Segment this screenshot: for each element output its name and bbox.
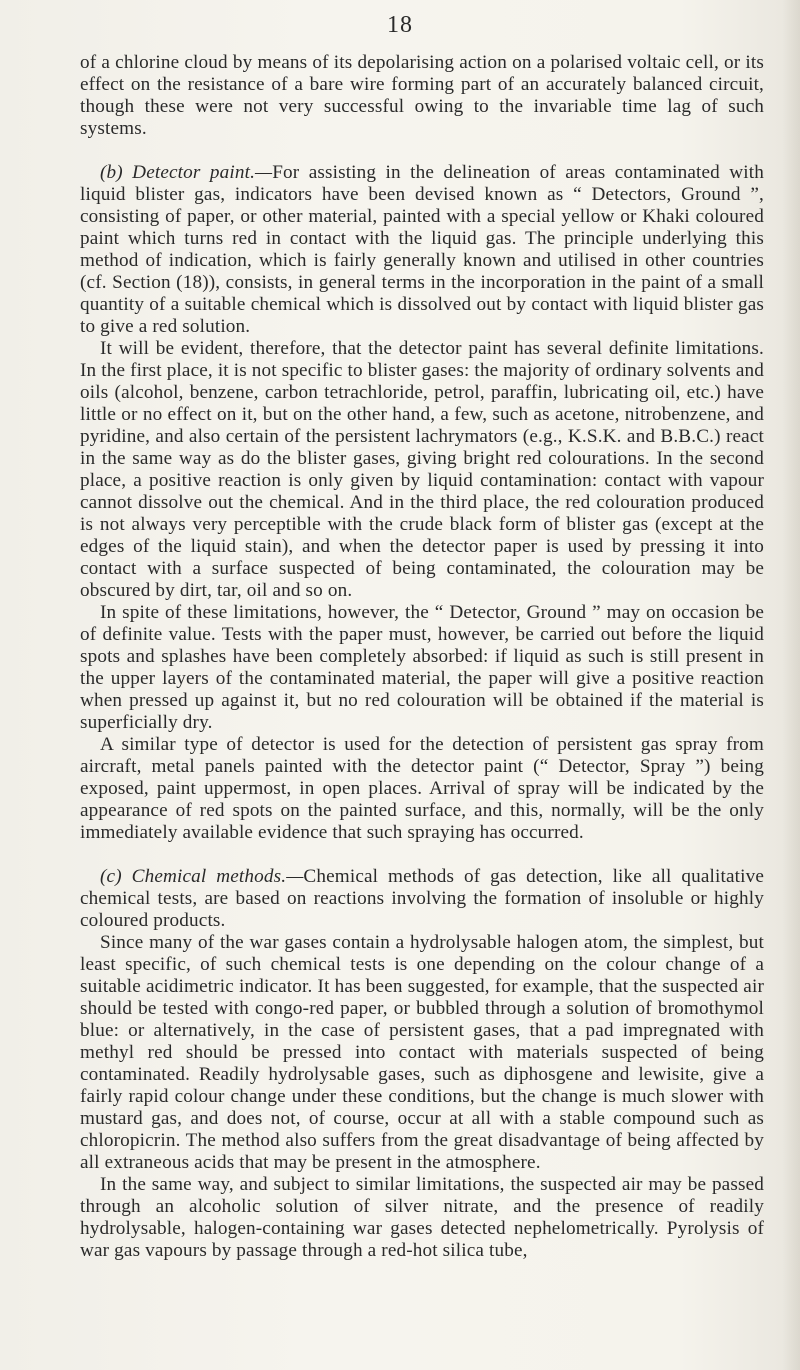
paragraph-2	[80, 162, 764, 338]
paragraph-4	[80, 602, 764, 734]
body-text	[80, 52, 764, 1262]
paragraph-3	[80, 338, 764, 602]
paragraph-3-text: It will be evident, therefore, that the detector paint has several definite limitations. In the first place, it is not specific to blister gases: the majority of ordinary solvents and oils (alcohol, benzene, carbon tetrachloride, petrol, paraffin, lubricating oil, etc.) have little or no effect on it, but on the other hand, a few, such as acetone, nitrobenzene, and pyridine, and also certain of the persistent lachrymators (e.g., K.S.K. and B.B.C.) react in the same way as do the blister gases, giving bright red colourations. In the second place, a positive reaction is only given by liquid contamination: contact with vapour cannot dissolve out the chemical. And in the third place, the red colouration produced is not always very perceptible with the crude black form of blister gas (except at the edges of the liquid stain), and when the detector paper is used by pressing it into contact with a surface suspected of being contaminated, the colouration may be obscured by dirt, tar, oil and so on.	[80, 338, 764, 601]
paragraph-4-text: In spite of these limitations, however, the “ Detector, Ground ” may on occasion be of definite value. Tests with the paper must, however, be carried out before the liquid spots and splashes have been completely absorbed: if liquid as such is still present in the upper layers of the contaminated material, the paper will give a positive reaction when pressed up against it, but no red colouration will be obtained if the material is superficially dry.	[80, 602, 764, 733]
paragraph-6	[80, 866, 764, 932]
page-number: 18	[387, 12, 413, 38]
paragraph-5	[80, 734, 764, 844]
detector-paint-heading: (b) Detector paint.—	[100, 162, 273, 183]
page-edge-shadow	[782, 0, 800, 1370]
paragraph-5-text: A similar type of detector is used for the detection of persistent gas spray from aircraft, metal panels painted with the detector paint (“ Detector, Spray ”) being exposed, paint uppermost, in open places. Arrival of spray will be indicated by the appearance of red spots on the painted surface, and this, normally, will be the only immediately available evidence that such spraying has occurred.	[80, 734, 764, 843]
chemical-methods-heading: (c) Chemical methods.—	[100, 866, 304, 887]
paragraph-8	[80, 1174, 764, 1262]
paragraph-2-text: For assisting in the delineation of areas contaminated with liquid blister gas, indicators have been devised known as “ Detectors, Ground ”, consisting of paper, or other material, painted with a special yellow or Khaki coloured paint which turns red in contact with the liquid gas. The principle underlying this method of indication, which is fairly generally known and utilised in other countries (cf. Section (18)), consists, in general terms in the incorporation in the paint of a small quantity of a suitable chemical which is dissolved out by contact with liquid blister gas to give a red solution.	[80, 162, 764, 337]
paragraph-8-text: In the same way, and subject to similar limitations, the suspected air may be passed through an alcoholic solution of silver nitrate, and the presence of readily hydrolysable, halogen-containing war gases detected nephelometrically. Pyrolysis of war gas vapours by passage through a red-hot silica tube,	[80, 1174, 764, 1261]
paragraph-7-text: Since many of the war gases contain a hydrolysable halogen atom, the simplest, but least specific, of such chemical tests is one depending on the colour change of a suitable acidimetric indicator. It has been suggested, for example, that the suspected air should be tested with congo-red paper, or bubbled through a solution of bromothymol blue: or alternatively, in the case of persistent gases, that a pad impregnated with methyl red should be pressed into contact with materials suspected of being contaminated. Readily hydrolysable gases, such as diphosgene and lewisite, give a fairly rapid colour change under these conditions, but the change is much slower with mustard gas, and does not, of course, occur at all with a stable compound such as chloropicrin. The method also suffers from the great disadvantage of being affected by all extraneous acids that may be present in the atmosphere.	[80, 932, 764, 1173]
paragraph-6-text: Chemical methods of gas detection, like all qualitative chemical tests, are based on reactions involving the formation of insoluble or highly coloured products.	[80, 866, 764, 931]
paragraph-7	[80, 932, 764, 1174]
paragraph-1	[80, 52, 764, 140]
paragraph-1-text: of a chlorine cloud by means of its depolarising action on a polarised voltaic cell, or its effect on the resistance of a bare wire forming part of an accurately balanced circuit, though these were not very successful owing to the invariable time lag of such systems.	[80, 52, 764, 139]
